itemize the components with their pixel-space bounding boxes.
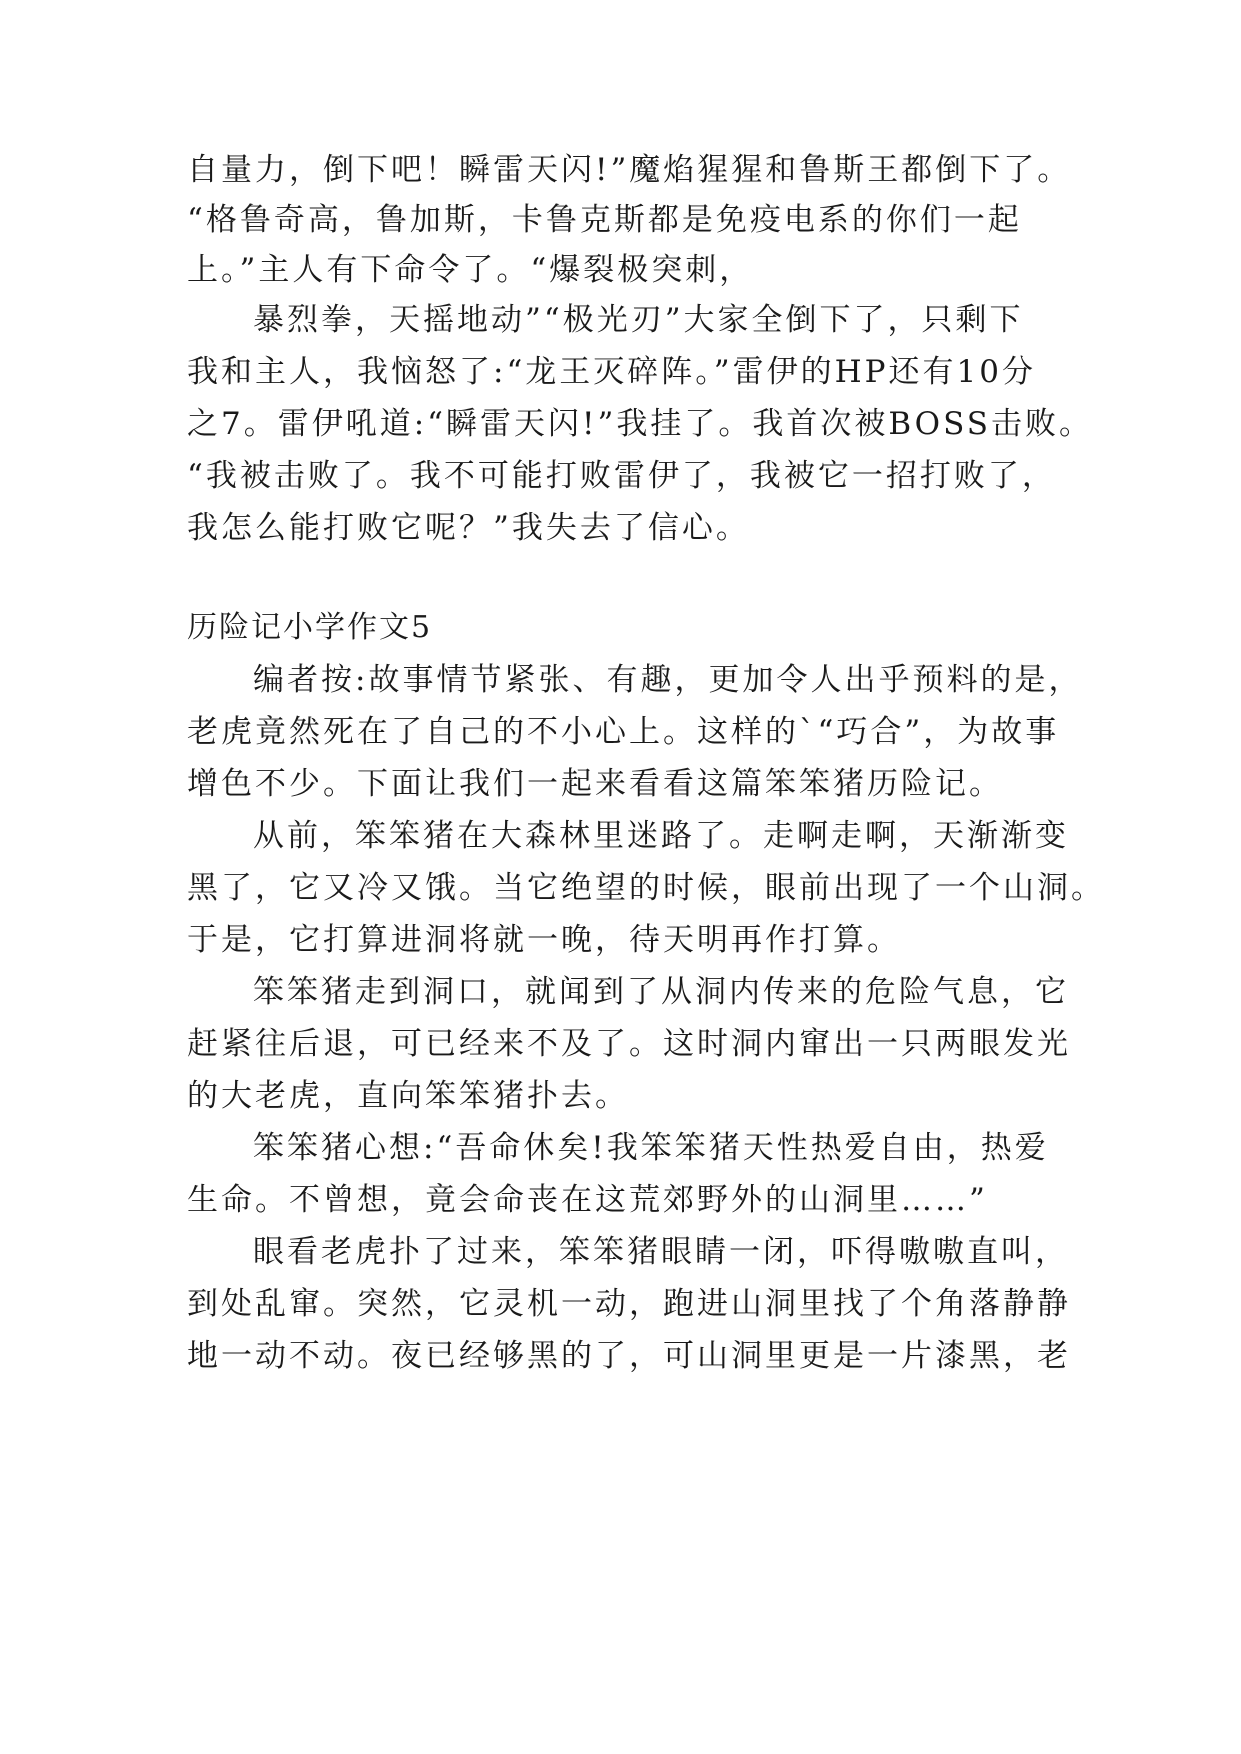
text-line: 我和主人，我恼怒了:“龙王灭碎阵。”雷伊的HP还有10分: [187, 354, 1036, 390]
text-line: 暴烈拳，天摇地动”“极光刃”大家全倒下了，只剩下: [253, 302, 1024, 338]
text-line: 笨笨猪走到洞口，就闻到了从洞内传来的危险气息，它: [253, 974, 1069, 1010]
text-line: 黑了，它又冷又饿。当它绝望的时候，眼前出现了一个山洞。: [187, 870, 1105, 906]
text-line: 生命。不曾想，竟会命丧在这荒郊野外的山洞里……”: [187, 1182, 988, 1218]
text-line: 上。”主人有下命令了。“爆裂极突刺，: [187, 252, 754, 288]
text-line: 赶紧往后退，可已经来不及了。这时洞内窜出一只两眼发光: [187, 1026, 1071, 1062]
text-line: 笨笨猪心想:“吾命休矣!我笨笨猪天性热爱自由，热爱: [253, 1130, 1049, 1166]
text-line: 老虎竟然死在了自己的不小心上。这样的`“巧合”，为故事: [187, 714, 1060, 750]
text-line: 我怎么能打败它呢？”我失去了信心。: [187, 510, 750, 546]
text-line: 增色不少。下面让我们一起来看看这篇笨笨猪历险记。: [187, 766, 1003, 802]
text-line: 的大老虎，直向笨笨猪扑去。: [187, 1078, 629, 1114]
section-heading: 历险记小学作文5: [187, 610, 433, 645]
text-line: 从前，笨笨猪在大森林里迷路了。走啊走啊，天渐渐变: [253, 818, 1069, 854]
text-line: 于是，它打算进洞将就一晚，待天明再作打算。: [187, 922, 901, 958]
text-line: 之7。雷伊吼道:“瞬雷天闪!”我挂了。我首次被BOSS击败。: [187, 406, 1094, 442]
text-line: “格鲁奇高，鲁加斯，卡鲁克斯都是免疫电系的你们一起: [187, 202, 1022, 238]
text-line: 编者按:故事情节紧张、有趣，更加令人出乎预料的是，: [253, 662, 1083, 698]
text-line: 眼看老虎扑了过来，笨笨猪眼睛一闭，吓得嗷嗷直叫，: [253, 1234, 1069, 1270]
text-line: 到处乱窜。突然，它灵机一动，跑进山洞里找了个角落静静: [187, 1286, 1071, 1322]
text-line: 自量力，倒下吧！瞬雷天闪!”魔焰猩猩和鲁斯王都倒下了。: [187, 152, 1072, 188]
text-line: “我被击败了。我不可能打败雷伊了，我被它一招打败了，: [187, 458, 1056, 494]
text-line: 地一动不动。夜已经够黑的了，可山洞里更是一片漆黑，老: [187, 1338, 1071, 1374]
